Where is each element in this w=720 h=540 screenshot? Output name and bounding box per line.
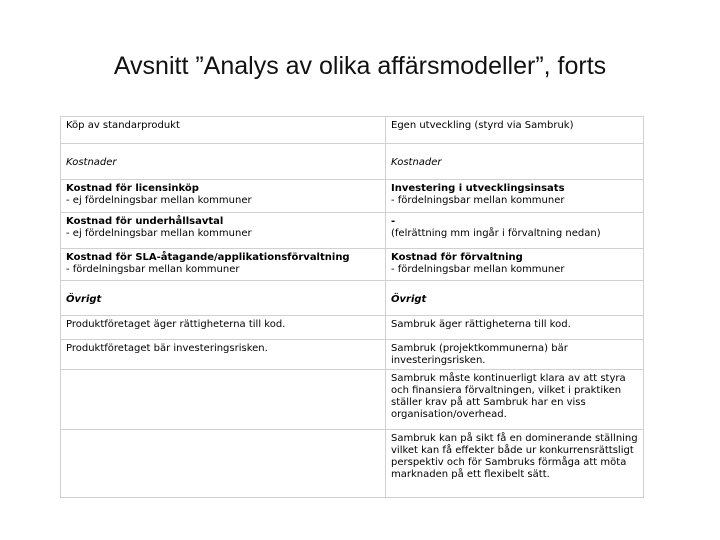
cost-note: - fördelningsbar mellan kommuner: [391, 264, 565, 275]
table-cell: [386, 213, 644, 249]
table-cell: [386, 180, 644, 213]
table-cell: Sambruk (projektkommunerna) bär investeringsrisken.: [386, 340, 644, 370]
table-row: [61, 340, 644, 370]
cost-note: - fördelningsbar mellan kommuner: [391, 195, 565, 206]
cost-note: - ej fördelningsbar mellan kommuner: [66, 195, 252, 206]
table-cell: [386, 281, 644, 316]
cost-title: Kostnad för underhållsavtal: [66, 216, 224, 227]
table-header-row: [61, 117, 644, 144]
header-cell-own-development: Egen utveckling (styrd via Sambruk): [386, 117, 644, 144]
header-cell-standard-product: Köp av standarprodukt: [61, 117, 386, 144]
table-row: [61, 281, 644, 316]
cost-title: Investering i utvecklingsinsats: [391, 183, 565, 194]
table-cell: [61, 249, 386, 281]
cost-title: Kostnad för förvaltning: [391, 252, 523, 263]
cost-note: - fördelningsbar mellan kommuner: [66, 264, 240, 275]
table-row: [61, 213, 644, 249]
section-label: Kostnader: [391, 157, 442, 168]
cost-title: -: [391, 216, 396, 227]
table-cell: [61, 430, 386, 498]
table-cell: Sambruk äger rättigheterna till kod.: [386, 316, 644, 340]
table-cell: [61, 370, 386, 430]
table-cell: Produktföretaget bär investeringsrisken.: [61, 340, 386, 370]
table-row: [61, 430, 644, 498]
section-label: Kostnader: [66, 157, 117, 168]
comparison-table: [60, 116, 644, 498]
table-cell: [386, 249, 644, 281]
table-row: [61, 370, 644, 430]
table-cell: [61, 281, 386, 316]
table-row: [61, 180, 644, 213]
cost-note: - ej fördelningsbar mellan kommuner: [66, 228, 252, 239]
cost-note: (felrättning mm ingår i förvaltning nedan): [391, 228, 601, 239]
section-label: Övrigt: [391, 293, 427, 305]
table-cell: [61, 144, 386, 180]
table-cell: Produktföretaget äger rättigheterna till kod.: [61, 316, 386, 340]
table-cell: [61, 213, 386, 249]
table-cell: [61, 180, 386, 213]
table-row: [61, 316, 644, 340]
table-cell: [386, 144, 644, 180]
cost-title: Kostnad för licensinköp: [66, 183, 199, 194]
slide-title: Avsnitt ”Analys av olika affärsmodeller”, forts: [113, 52, 607, 80]
table-row: [61, 249, 644, 281]
table-cell: Sambruk måste kontinuerligt klara av att styra och finansiera förvaltningen, vilket i praktiken ställer krav på att Sambruk har en viss organisation/overhead.: [386, 370, 644, 430]
table-cell: Sambruk kan på sikt få en dominerande ställning vilket kan få effekter både ur konkurrensrättsligt perspektiv och för Sambruks förmåga att möta marknaden på ett flexibelt sätt.: [386, 430, 644, 498]
cost-title: Kostnad för SLA-åtagande/applikationsförvaltning: [66, 252, 350, 263]
table-row: [61, 144, 644, 180]
section-label: Övrigt: [66, 293, 102, 305]
